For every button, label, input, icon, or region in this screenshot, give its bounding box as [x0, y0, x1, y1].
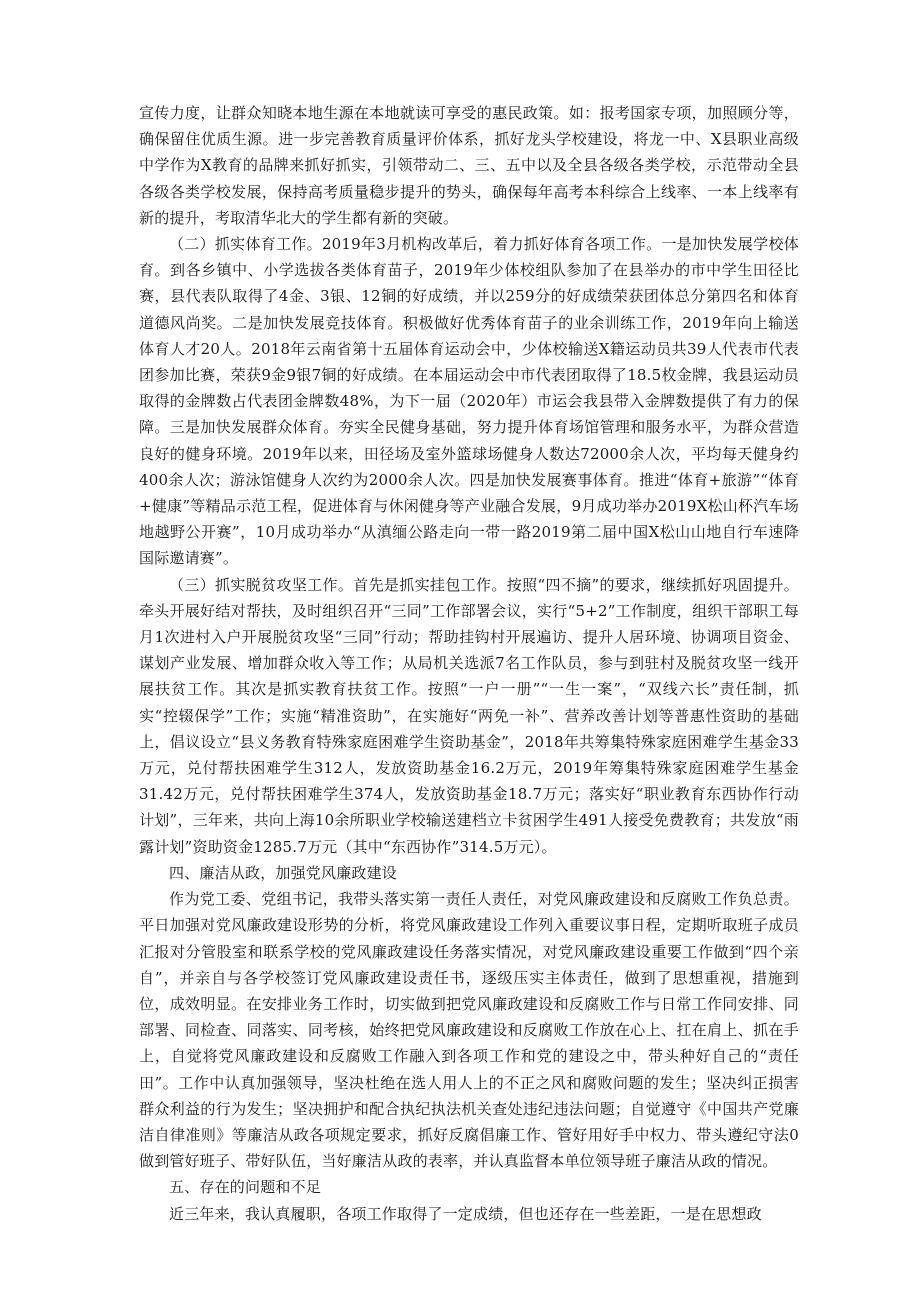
paragraph-sports-work: （二）抓实体育工作。2019年3月机构改革后，着力抓好体育各项工作。一是加快发展学校体育。到各乡镇中、小学选拔各类体育苗子，2019年少体校组队参加了在县举办的市中学生田径比赛，县代表队取得了4金、3银、12铜的好成绩，并以259分的好成绩荣获团体总分第四名和体育道德风尚奖。二是加快发展竞技体育。积极做好优秀体育苗子的业余训练工作，2019年向上输送体育人才20人。2018年云南省第十五届体育运动会中，少体校输送X籍运动员共39人代表市代表团参加比赛，荣获9金9银7铜的好成绩。在本届运动会中市代表团取得了18.5枚金牌，我县运动员取得的金牌数占代表团金牌数48%，为下一届（2020年）市运会我县带入金牌数提供了有力的保障。三是加快发展群众体育。夯实全民健身基础，努力提升体育场馆管理和服务水平，为群众营造良好的健身环境。2019年以来，田径场及室外篮球场健身人数达72000余人次，平均每天健身约400余人次；游泳馆健身人次约为2000余人次。四是加快发展赛事体育。推进“体育+旅游”“体育+健康”等精品示范工程，促进体育与休闲健身等产业融合发展，9月成功举办2019X松山杯汽车场地越野公开赛”，10月成功举办“从滇缅公路走向一带一路2019第二届中国X松山山地自行车速降国际邀请赛”。	[139, 235, 799, 568]
section-heading-integrity: 四、廉洁从政，加强党风廉政建设	[169, 863, 398, 882]
paragraph-integrity-work: 作为党工委、党组书记，我带头落实第一责任人责任，对党风廉政建设和反腐败工作负总责。平日加强对党风廉政建设形势的分析，将党风廉政建设工作列入重要议事日程，定期听取班子成员汇报对分管股室和联系学校的党风廉政建设任务落实情况，对党风廉政建设重要工作做到“四个亲自”，并亲自与各学校签订党风廉政建设责任书，逐级压实主体责任，做到了思想重视，措施到位，成效明显。在安排业务工作时，切实做到把党风廉政建设和反腐败工作与日常工作同安排、同部署、同检查、同落实、同考核，始终把党风廉政建设和反腐败工作放在心上、扛在肩上、抓在手上，自觉将党风廉政建设和反腐败工作融入到各项工作和党的建设之中，带头种好自己的“责任田”。工作中认真加强领导，坚决杜绝在选人用人上的不正之风和腐败问题的发生；坚决纠正损害群众利益的行为发生；坚决拥护和配合执纪执法机关查处违纪违法问题；自觉遵守《中国共产党廉洁自律准则》等廉洁从政各项规定要求，抓好反腐倡廉工作、管好用好手中权力、带头遵纪守法0做到管好班子、带好队伍，当好廉洁从政的表率，并认真监督本单位领导班子廉洁从政的情况。	[139, 890, 799, 1171]
section-heading-problems: 五、存在的问题和不足	[169, 1178, 322, 1197]
paragraph-poverty-alleviation: （三）抓实脱贫攻坚工作。首先是抓实挂包工作。按照“四不摘”的要求，继续抓好巩固提升。牵头开展好结对帮扶，及时组织召开“三同”工作部署会议，实行“5+2”工作制度，组织干部职工每月1次进村入户开展脱贫攻坚“三同”行动；帮助挂钩村开展遍访、提升人居环境、协调项目资金、谋划产业发展、增加群众收入等工作；从局机关选派7名工作队员，参与到驻村及脱贫攻坚一线开展扶贫工作。其次是抓实教育扶贫工作。按照“一户一册”“一生一案”，“双线六长”责任制，抓实“控辍保学”工作；实施“精准资助”，在实施好“两免一补”、营养改善计划等普惠性资助的基础上，倡议设立“县义务教育特殊家庭困难学生资助基金”，2018年共筹集特殊家庭困难学生基金33万元，兑付帮扶困难学生312人，发放资助基金16.2万元，2019年筹集特殊家庭困难学生基金31.42万元，兑付帮扶困难学生374人，发放资助基金18.7万元；落实好“职业教育东西协作行动计划”，三年来，共向上海10余所职业学校输送建档立卡贫困学生491人接受免费教育；共发放“雨露计划”资助资金1285.7万元（其中“东西协作”314.5万元）。	[139, 575, 799, 856]
document-page	[139, 100, 799, 1227]
paragraph-enrollment-continued: 宣传力度，让群众知晓本地生源在本地就读可享受的惠民政策。如：报考国家专项，加照顾分等，确保留住优质生源。进一步完善教育质量评价体系，抓好龙头学校建设，将龙一中、X县职业高级中学作为X教育的品牌来抓好抓实，引领带动二、三、五中以及全县各级各类学校，示范带动全县各级各类学校发展，保持高考质量稳步提升的势头，确保每年高考本科综合上线率、一本上线率有新的提升，考取清华北大的学生都有新的突破。	[139, 104, 799, 227]
paragraph-problems-intro: 近三年来，我认真履职，各项工作取得了一定成绩，但也还存在一些差距，一是在思想政	[169, 1204, 762, 1223]
